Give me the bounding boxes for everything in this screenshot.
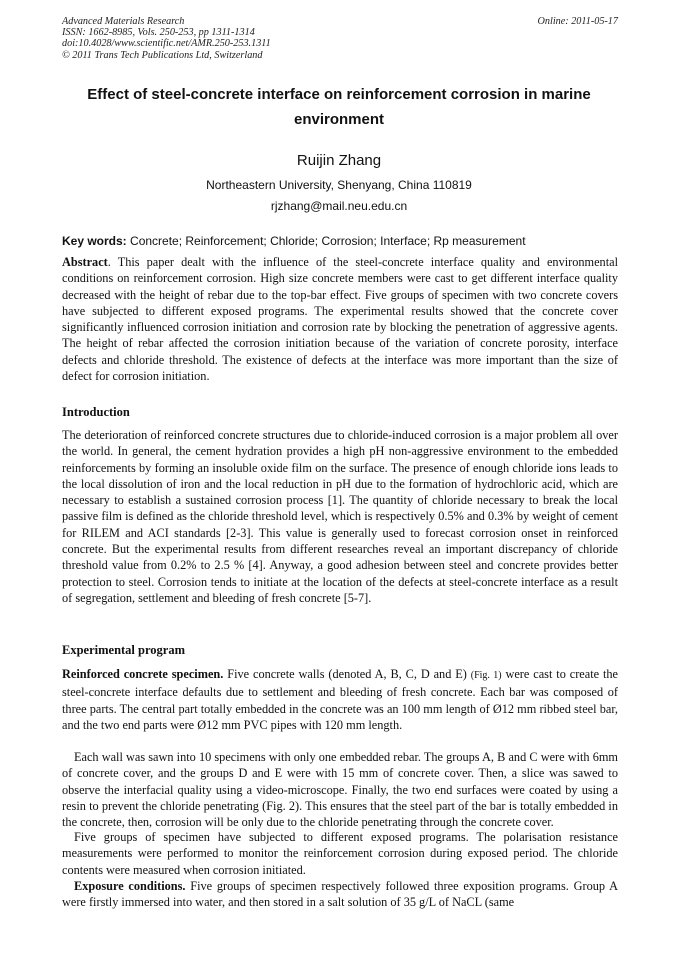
author-name: Ruijin Zhang [296,152,382,169]
specimen-subheading: Reinforced concrete specimen. [62,667,224,681]
keywords [62,234,618,248]
online-date: Online: 2011-05-17 [537,16,618,27]
experimental-paragraph-3 [62,829,618,878]
abstract-label: Abstract [62,255,108,269]
author-email: rjzhang@mail.neu.edu.cn [270,199,408,213]
paper-title-line-1: Effect of steel-concrete interface on reinforcement corrosion in marine [87,86,591,103]
copyright-line: © 2011 Trans Tech Publications Ltd, Switzerland [62,49,263,61]
paragraph-text: were cast to create the steel-concrete interface defaults due to settlement and bleeding of fresh concrete. Each bar was composed of three parts. The central part totally embedded in the concrete was an 100 mm length of Ø12 mm ribbed steel bar, and the two end parts were Ø12 mm PVC pipes with 120 mm length. [62,667,618,732]
experimental-paragraph-4 [62,878,618,911]
paragraph-text: Five groups of specimen have subjected to different exposed programs. The polarisation resistance measurements were performed to monitor the reinforcement corrosion during exposed period. The chloride contents were measured when corrosion initiated. [62,830,618,877]
paragraph-text: Each wall was sawn into 10 specimens with only one embedded rebar. The groups A, B and C were with 6mm of concrete cover, and the groups D and E were with 15 mm of concrete cover. Then, a slice was sawed to observe the interfacial quality using a video-microscope. Finally, the two end surfaces were coated by using a resin to prevent the chloride penetrating (Fig. 2). This ensures that the steel part of the bar is totally embedded in the concrete, then, corrosion will be only due to the chloride penetrating through the concrete cover. [62,750,618,830]
abstract-text: . This paper dealt with the influence of the steel-concrete interface quality and environmental conditions on reinforcement corrosion. High size concrete members were cast to get different interface quality decreased with the height of rebar due to the top-bar effect. Five groups of specimen with two concrete covers have subjected to different exposed programs. The experimental results showed that the concrete cover significantly influenced corrosion initiation and corrosion rate by blocking the penetration of aggressive agents. The height of rebar affected the corrosion initiation because of the variation of concrete porosity, interface defects and chloride threshold. The existence of defects at the interface was more important than the size of defect for corrosion initiation. [62,255,618,384]
doi-line: doi:10.4028/www.scientific.net/AMR.250-253.1311 [62,38,271,50]
figure-reference: (Fig. 1) [470,670,502,681]
exposure-subheading: Exposure conditions. [74,879,186,893]
author-affiliation: Northeastern University, Shenyang, China 110819 [206,178,472,192]
journal-header [62,16,618,61]
paragraph-text: Five groups of specimen respectively followed three exposition programs. Group A were firstly immersed into water, and then stored in a salt solution of 35 g/L of NaCL (same [62,879,618,910]
introduction-heading: Introduction [62,405,130,419]
experimental-paragraph-1 [62,666,618,733]
experimental-paragraph-2 [62,749,618,830]
paper-title-line-2: environment [293,111,384,128]
keywords-label: Key words: [62,234,127,248]
abstract [62,254,618,384]
experimental-heading: Experimental program [62,643,186,657]
keywords-text: Concrete; Reinforcement; Chloride; Corrosion; Interface; Rp measurement [126,234,526,248]
paragraph-text: Five concrete walls (denoted A, B, C, D and E) [223,667,471,681]
issn-line: ISSN: 1662-8985, Vols. 250-253, pp 1311-1314 [62,27,255,39]
introduction-text: The deterioration of reinforced concrete structures due to chloride-induced corrosion is a major problem all over the world. In general, the cement hydration provides a high pH non-aggressive environment to the embedded reinforcements by forming an insoluble oxide film on the surface. The presence of enough chloride ions leads to the local dissolution of iron and the local reduction in pH due to the formation of hydrochloric acid, which are necessary to establish a sustained corrosion process [1]. The quantity of chloride necessary to break the local passive film is defined as the chloride threshold level, which is respectively 0.5% and 0.3% by weight of cement for RILEM and ACI standards [2-3]. This value is generally used to forecast corrosion onset in reinforced concrete. But the experimental results from different researches reveal an important discrepancy of chloride threshold value from 0.2% to 2.5 % [4]. Anyway, a good adhesion between steel and concrete provides better protection to steel. Corrosion tends to initiate at the location of the defects at steel-concrete interface as a result of segregation, settlement and bleeding of fresh concrete [5-7]. [62,428,618,605]
journal-name: Advanced Materials Research [62,16,185,27]
